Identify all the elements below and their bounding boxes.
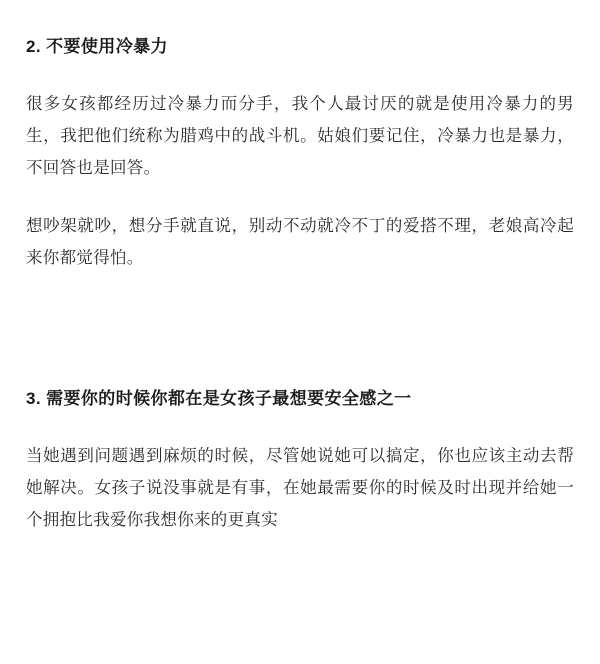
- section-2: [26, 34, 574, 274]
- section-2-paragraph-2: 想吵架就吵，想分手就直说，别动不动就冷不丁的爱搭不理，老娘高冷起来你都觉得怕。: [26, 217, 574, 268]
- section-3: [26, 386, 574, 536]
- section-2-heading: 2. 不要使用冷暴力: [26, 37, 168, 56]
- section-3-paragraph-1: 当她遇到问题遇到麻烦的时候，尽管她说她可以搞定，你也应该主动去帮她解决。女孩子说没事就是有事，在她最需要你的时候及时出现并给她一个拥抱比我爱你我想你来的更真实: [26, 446, 574, 530]
- section-spacer: [26, 274, 574, 386]
- section-2-paragraph-1: 很多女孩都经历过冷暴力而分手，我个人最讨厌的就是使用冷暴力的男生，我把他们统称为腊鸡中的战斗机。姑娘们要记住，冷暴力也是暴力，不回答也是回答。: [26, 94, 574, 177]
- spacer: [26, 184, 574, 210]
- spacer: [26, 60, 574, 88]
- section-3-heading: 3. 需要你的时候你都在是女孩子最想要安全感之一: [26, 389, 412, 409]
- spacer: [26, 412, 574, 440]
